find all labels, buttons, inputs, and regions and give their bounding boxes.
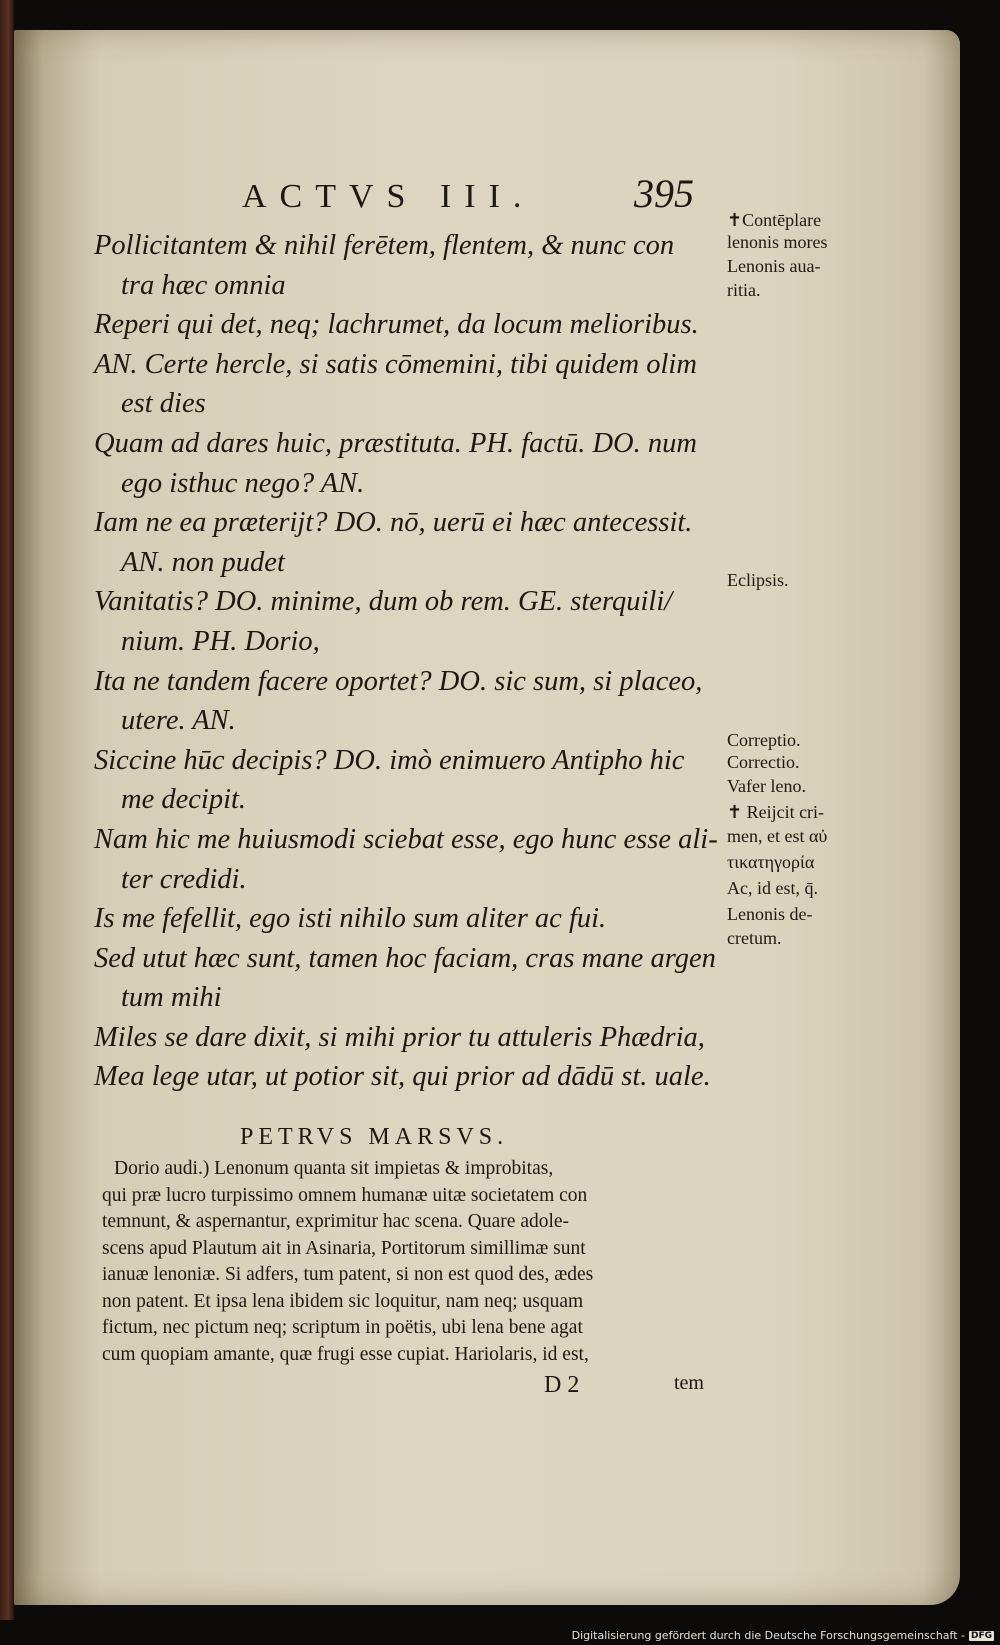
commentary-line: Dorio audi.) Lenonum quanta sit impietas & improbitas, — [114, 1158, 554, 1179]
verse-line: Quam ad dares huic, præstituta. PH. factū. DO. num — [94, 427, 697, 459]
catchword: tem — [674, 1372, 704, 1394]
verse-line: Miles se dare dixit, si mihi prior tu attuleris Phædria, — [94, 1021, 705, 1053]
verse-line: AN. Certe hercle, si satis cōmemini, tibi quidem olim — [94, 348, 697, 380]
verse-line: me decipit. — [121, 784, 247, 816]
verse-line: Is me fefellit, ego isti nihilo sum aliter ac fui. — [94, 903, 607, 935]
verse-line: nium. PH. Dorio, — [121, 625, 320, 657]
dfg-logo: DFG — [970, 1630, 992, 1641]
sidenote: Correptio. — [727, 730, 801, 750]
sidenote: cretum. — [727, 928, 782, 948]
commentary-line: cum quopiam amante, quæ frugi esse cupiat. Hariolaris, id est, — [102, 1343, 589, 1365]
verse-line: ter credidi. — [121, 863, 247, 895]
verse-line: Reperi qui det, neq; lachrumet, da locum melioribus. — [94, 309, 699, 341]
verse-line: tum mihi — [121, 982, 222, 1014]
commentary-text — [102, 1156, 732, 1368]
verse-line: Ita ne tandem facere oportet? DO. sic sum, si placeo, — [94, 665, 703, 697]
verse-line: ego isthuc nego? AN. — [121, 467, 365, 499]
sidenote: ritia. — [727, 280, 761, 300]
commentary-line: scens apud Plautum ait in Asinaria, Portitorum simillimæ sunt — [102, 1237, 586, 1259]
sidenote: Vafer leno. — [727, 776, 806, 796]
credit-text: Digitalisierung gefördert durch die Deutsche Forschungsgemeinschaft - — [571, 1629, 965, 1642]
sidenote: men, et est αὐ — [727, 826, 828, 846]
commentary-line: temnunt, & aspernantur, exprimitur hac scena. Quare adole- — [102, 1211, 570, 1232]
verse-line: Nam hic me huiusmodi sciebat esse, ego hunc esse ali- — [94, 823, 718, 855]
sidenote: Eclipsis. — [727, 570, 789, 590]
signature-mark: D 2 — [544, 1372, 580, 1398]
verse-line: est dies — [121, 388, 206, 420]
running-header: ACTVS III. — [242, 178, 535, 215]
sidenote: ✝Contēplare — [727, 210, 822, 230]
commentary-title: PETRVS MARSVS. — [240, 1124, 509, 1150]
verse-line: AN. non pudet — [121, 546, 285, 578]
book-edge — [0, 0, 14, 1620]
sidenote: Lenonis de- — [727, 904, 813, 924]
verse-line: Vanitatis? DO. minime, dum ob rem. GE. sterquili/ — [94, 586, 673, 618]
commentary-line: qui præ lucro turpissimo omnem humanæ uitæ societatem con — [102, 1184, 588, 1206]
commentary-line: fictum, nec pictum neq; scriptum in poëtis, ubi lena bene agat — [102, 1317, 583, 1338]
verse-line: Iam ne ea præterijt? DO. nō, uerū ei hæc antecessit. — [94, 507, 693, 539]
sidenote: lenonis mores — [727, 232, 828, 252]
verse-line: utere. AN. — [121, 705, 236, 737]
sidenote: τικατηγορία — [727, 852, 815, 872]
verse-line: Mea lege utar, ut potior sit, qui prior ad dādū st. uale. — [94, 1061, 711, 1093]
verse-text — [94, 226, 734, 1097]
sidenote: Ac, id est, q̄. — [727, 878, 818, 898]
sidenote: ✝ Reijcit cri- — [727, 802, 825, 822]
verse-line: tra hæc omnia — [121, 269, 286, 301]
book-page — [14, 30, 960, 1605]
verse-line: Siccine hūc decipis? DO. imò enimuero Antipho hic — [94, 744, 685, 776]
verse-line: Sed utut hæc sunt, tamen hoc faciam, cras mane argen — [94, 942, 716, 974]
sidenote: Lenonis aua- — [727, 256, 821, 276]
commentary-line: non patent. Et ipsa lena ibidem sic loquitur, nam neq; usquam — [102, 1290, 584, 1312]
sidenote: Correctio. — [727, 752, 800, 772]
verse-line: Pollicitantem & nihil ferētem, flentem, & nunc con — [94, 230, 675, 261]
digitization-credit — [572, 1629, 994, 1642]
commentary-line: ianuæ lenoniæ. Si adfers, tum patent, si non est quod des, ædes — [102, 1264, 594, 1285]
page-number: 395 — [634, 171, 694, 216]
